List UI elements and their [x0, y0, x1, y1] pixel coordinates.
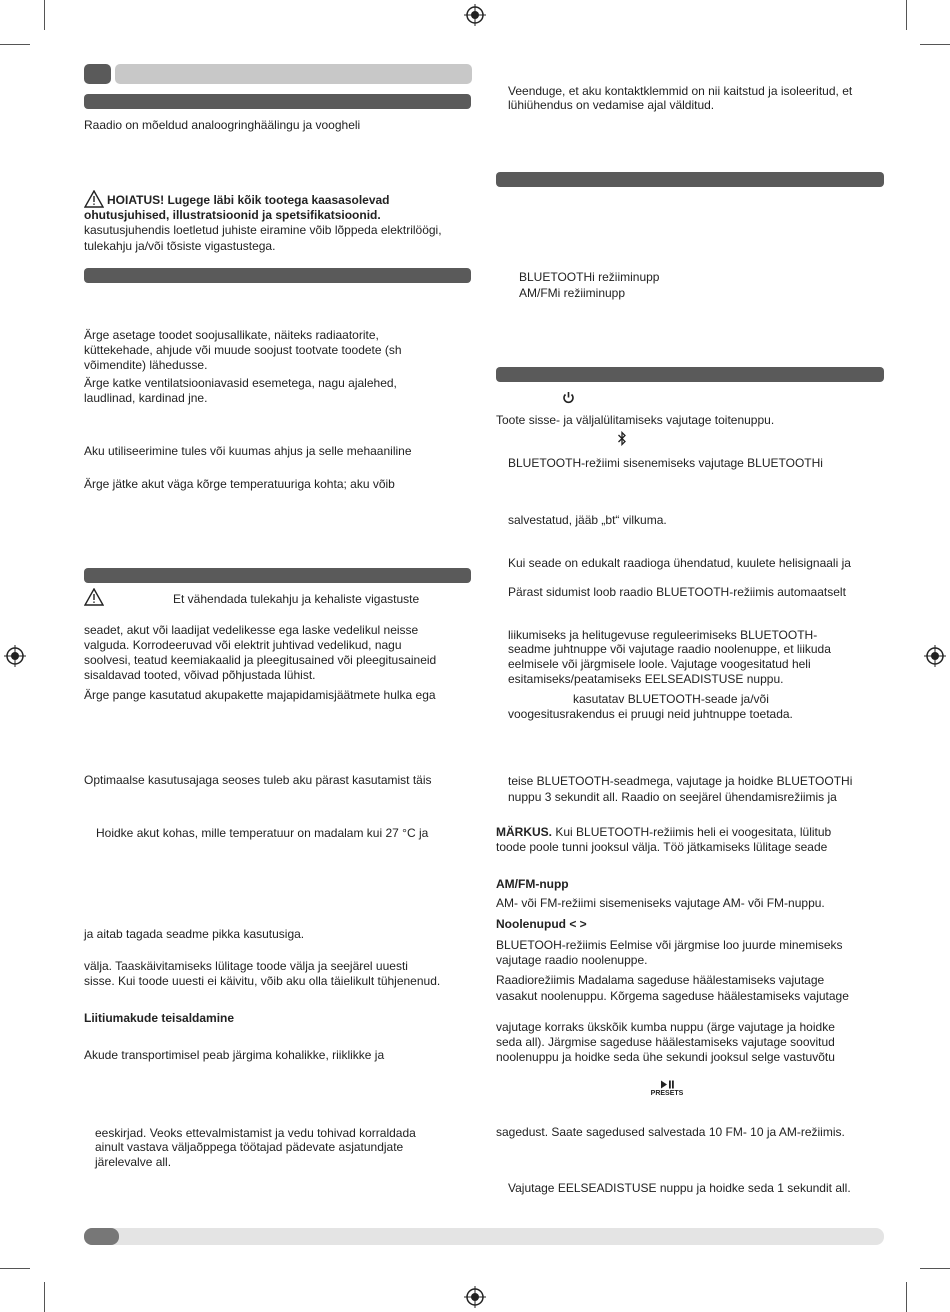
header-tab-dark: [84, 64, 111, 84]
paragraph: esitamiseks/peatamiseks EELSEADISTUSE nuppu.: [508, 672, 784, 686]
play-pause-icon: [659, 1080, 675, 1089]
bt-button-label: BLUETOOTHi režiiminupp: [519, 270, 660, 284]
paragraph: eelmisele või järgmisele loole. Vajutage voogesitatud heli: [508, 657, 811, 671]
intro-text: Raadio on mõeldud analoogringhäälingu ja voogheli: [84, 118, 361, 132]
amfm-heading: AM/FM-nupp: [496, 877, 569, 891]
note-body: Kui BLUETOOTH-režiimis heli ei voogesitata, lülitub: [552, 825, 832, 839]
paragraph: noolenuppu ja hoidke seda ühe sekundi jooksul selge vastuvõtu: [496, 1050, 835, 1064]
paragraph: vasakut noolenuppu. Kõrgema sageduse häälestamiseks vajutage: [496, 989, 849, 1003]
paragraph: sisaldavad tooted, võivad põhjustada lühist.: [84, 668, 316, 682]
warning-text: kasutusjuhendis loetletud juhiste eiramine võib lõppeda elektrilöögi,: [84, 223, 442, 237]
presets-icon: [648, 1080, 686, 1098]
note-label: MÄRKUS.: [496, 825, 552, 839]
paragraph: liikumiseks ja helitugevuse reguleerimiseks BLUETOOTH-: [508, 628, 818, 642]
transport-heading: Liitiumakude teisaldamine: [84, 1011, 235, 1025]
amfm-button-label: AM/FMi režiiminupp: [519, 286, 626, 300]
crop-mark: [0, 1268, 30, 1269]
section-bar: [84, 568, 471, 583]
paragraph: Ärge katke ventilatsiooniavasid esemetega, nagu ajalehed,: [84, 376, 397, 390]
paragraph: seda all). Järgmise sageduse häälestamiseks vajutage soovitud: [496, 1035, 835, 1049]
paragraph: toode poole tunni jooksul välja. Töö jätkamiseks lülitage seade: [496, 840, 828, 854]
paragraph: ainult vastava väljaõppega töötajad pädevate asjatundjate: [95, 1140, 404, 1154]
paragraph: vajutage raadio noolenuppe.: [496, 953, 648, 967]
paragraph: võimendite) lähedusse.: [84, 358, 208, 372]
paragraph: BLUETOOTH-režiimi sisenemiseks vajutage BLUETOOTHi: [508, 456, 823, 470]
paragraph: Pärast sidumist loob raadio BLUETOOTH-režiimis automaatselt: [508, 585, 846, 599]
crop-mark: [920, 1268, 950, 1269]
paragraph: nuppu 3 sekundit all. Raadio on seejärel ühendamisrežiimis ja: [508, 790, 837, 804]
arrows-heading: Noolenupud < >: [496, 917, 587, 931]
crop-mark: [44, 0, 45, 30]
paragraph: eeskirjad. Veoks ettevalmistamist ja vedu tohivad korraldada: [95, 1126, 416, 1140]
paragraph: Ärge asetage toodet soojusallikate, näiteks radiaatorite,: [84, 328, 379, 342]
paragraph: Aku utiliseerimine tules või kuumas ahjus ja selle mehaaniline: [84, 444, 412, 458]
paragraph: BLUETOOH-režiimis Eelmise või järgmise loo juurde minemiseks: [496, 938, 843, 952]
paragraph: vajutage korraks ükskõik kumba nuppu (ärge vajutage ja hoidke: [496, 1020, 835, 1034]
note-text: [496, 825, 831, 840]
paragraph: ja aitab tagada seadme pikka kasutusiga.: [84, 927, 305, 941]
section-bar: [496, 367, 884, 382]
crop-mark: [906, 1282, 907, 1312]
registration-mark-icon: [4, 645, 26, 667]
paragraph: lühiühendus on vedamise ajal välditud.: [508, 98, 715, 112]
warning-icon: [84, 588, 104, 606]
power-icon: [562, 391, 575, 404]
crop-mark: [906, 0, 907, 30]
paragraph: sisse. Kui toode uuesti ei käivitu, võib aku olla täielikult tühjenenud.: [84, 974, 441, 988]
paragraph: Hoidke akut kohas, mille temperatuur on madalam kui 27 °C ja: [96, 826, 429, 840]
footer-bar: [84, 1228, 884, 1245]
warning-heading-2: ohutusjuhised, illustratsioonid ja spetsifikatsioonid.: [84, 208, 381, 222]
paragraph: laudlinad, kardinad jne.: [84, 391, 208, 405]
paragraph: Toote sisse- ja väljalülitamiseks vajutage toitenuppu.: [496, 413, 775, 427]
section-bar: [84, 268, 471, 283]
paragraph: teise BLUETOOTH-seadmega, vajutage ja hoidke BLUETOOTHi: [508, 774, 853, 788]
registration-mark-icon: [464, 4, 486, 26]
paragraph: seadme juhtnuppe või vajutage raadio noolenuppe, et liikuda: [508, 642, 831, 656]
section-bar: [496, 172, 884, 187]
paragraph: Vajutage EELSEADISTUSE nuppu ja hoidke seda 1 sekundit all.: [508, 1181, 851, 1195]
paragraph: Et vähendada tulekahju ja kehaliste vigastuste: [173, 592, 420, 606]
paragraph: Ärge jätke akut väga kõrge temperatuuriga kohta; aku võib: [84, 477, 395, 491]
registration-mark-icon: [924, 645, 946, 667]
paragraph: AM- või FM-režiimi sisemeniseks vajutage AM- või FM-nuppu.: [496, 896, 825, 910]
paragraph: Veenduge, et aku kontaktklemmid on nii kaitstud ja isoleeritud, et: [508, 84, 853, 98]
header-tab-light: [115, 64, 472, 84]
paragraph: kasutatav BLUETOOTH-seade ja/või: [573, 692, 769, 706]
warning-text: tulekahju ja/või tõsiste vigastustega.: [84, 239, 276, 253]
crop-mark: [0, 44, 30, 45]
paragraph: välja. Taaskäivitamiseks lülitage toode välja ja seejärel uuesti: [84, 959, 408, 973]
paragraph: Raadiorežiimis Madalama sageduse häälestamiseks vajutage: [496, 973, 825, 987]
paragraph: voogesitusrakendus ei pruugi neid juhtnuppe toetada.: [508, 707, 793, 721]
paragraph: Optimaalse kasutusajaga seoses tuleb aku pärast kasutamist täis: [84, 773, 432, 787]
paragraph: küttekehade, ahjude või muude soojust tootvate toodete (sh: [84, 343, 402, 357]
paragraph: Akude transportimisel peab järgima kohalikke, riiklikke ja: [84, 1048, 385, 1062]
warning-heading: HOIATUS! Lugege läbi kõik tootega kaasasolevad: [107, 193, 390, 207]
paragraph: Kui seade on edukalt raadioga ühendatud, kuulete helisignaali ja: [508, 556, 851, 570]
warning-icon: [84, 190, 104, 208]
section-bar: [84, 94, 471, 109]
bluetooth-icon: [617, 431, 627, 446]
paragraph: valguda. Korrodeeruvad või elektrit juhtivad vedelikud, nagu: [84, 638, 402, 652]
paragraph: soolvesi, teatud keemiakaalid ja pleegitusained või pleegitusaineid: [84, 653, 437, 667]
paragraph: Ärge pange kasutatud akupakette majapidamisjäätmete hulka ega: [84, 688, 436, 702]
paragraph: järelevalve all.: [95, 1155, 172, 1169]
paragraph: sagedust. Saate sagedused salvestada 10 FM- 10 ja AM-režiimis.: [496, 1125, 845, 1139]
footer-tab: [84, 1228, 119, 1245]
registration-mark-icon: [464, 1286, 486, 1308]
paragraph: seadet, akut või laadijat vedelikesse ega laske vedelikul neisse: [84, 623, 419, 637]
crop-mark: [920, 44, 950, 45]
crop-mark: [44, 1282, 45, 1312]
paragraph: salvestatud, jääb „bt“ vilkuma.: [508, 513, 667, 527]
presets-label: PRESETS: [650, 1090, 684, 1097]
